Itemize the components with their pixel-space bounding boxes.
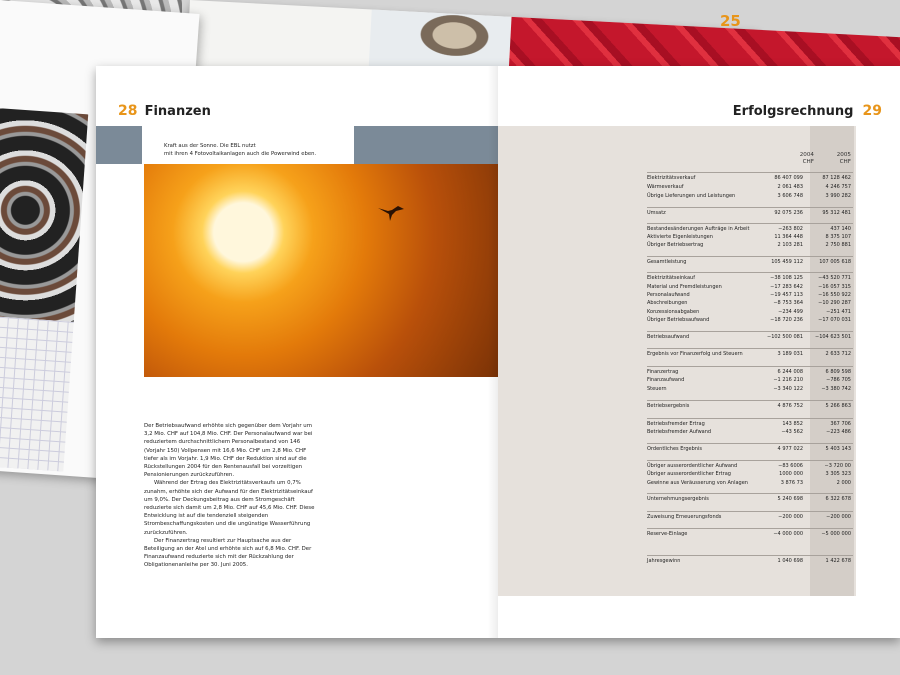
row-label: Personalaufwand bbox=[647, 292, 690, 298]
value-2004: −18 720 236 bbox=[770, 317, 803, 323]
value-2004: −234 499 bbox=[778, 309, 803, 315]
row-label: Bestandesänderungen Aufträge in Arbeit bbox=[647, 226, 750, 232]
value-2005: −200 000 bbox=[826, 514, 851, 520]
table-row bbox=[647, 350, 853, 358]
row-label: Gesamtleistung bbox=[647, 259, 687, 265]
value-2004: −43 562 bbox=[781, 429, 803, 435]
value-2005: −104 623 501 bbox=[815, 334, 851, 340]
table-row bbox=[647, 316, 853, 324]
value-2004: −3 340 122 bbox=[773, 386, 803, 392]
value-2005: 87 128 462 bbox=[822, 175, 851, 181]
left-page-header bbox=[118, 100, 211, 119]
value-2004: −17 283 642 bbox=[770, 284, 803, 290]
row-divider bbox=[647, 223, 853, 224]
table-row bbox=[647, 209, 853, 217]
table-row bbox=[647, 333, 853, 341]
value-2005: −3 720 00 bbox=[824, 463, 851, 469]
left-page-number: 28 bbox=[118, 103, 138, 119]
table-row bbox=[647, 299, 853, 307]
table-row bbox=[647, 530, 853, 538]
right-page-number: 29 bbox=[862, 103, 882, 119]
bird-silhouette-icon bbox=[378, 204, 404, 222]
row-label: Unternehmungsergebnis bbox=[647, 496, 709, 502]
value-2004: −102 500 081 bbox=[767, 334, 803, 340]
row-label: Betriebsaufwand bbox=[647, 334, 690, 340]
value-2005: −16 550 922 bbox=[818, 292, 851, 298]
left-page bbox=[96, 66, 498, 638]
row-divider bbox=[647, 400, 853, 401]
value-2004: 2 061 483 bbox=[777, 184, 803, 190]
table-row bbox=[647, 462, 853, 470]
value-2004: −8 753 364 bbox=[773, 300, 803, 306]
value-2005: 3 305 323 bbox=[825, 471, 851, 477]
photo-caption-line-2: mit ihren 4 Fotovoltaikanlagen auch die Powerwind eben. bbox=[164, 151, 317, 157]
value-2004: −83 6006 bbox=[778, 463, 803, 469]
row-divider bbox=[647, 528, 853, 529]
table-row bbox=[647, 283, 853, 291]
row-divider bbox=[647, 460, 853, 461]
year-header-2004: 2004 bbox=[799, 152, 814, 158]
row-label: Übriger ausserordentlicher Aufwand bbox=[647, 463, 738, 469]
value-2005: 5 266 863 bbox=[825, 403, 851, 409]
value-2005: 2 633 712 bbox=[825, 351, 851, 357]
table-row bbox=[647, 241, 853, 249]
row-label: Ordentliches Ergebnis bbox=[647, 446, 702, 452]
value-2004: 86 407 099 bbox=[774, 175, 803, 181]
table-row bbox=[647, 225, 853, 233]
table-row bbox=[647, 479, 853, 487]
table-row bbox=[647, 428, 853, 436]
row-label: Elektrizitätsverkauf bbox=[647, 175, 696, 181]
value-2005: −17 070 031 bbox=[818, 317, 851, 323]
row-label: Abschreibungen bbox=[647, 300, 688, 306]
value-2004: −38 108 125 bbox=[770, 275, 803, 281]
value-2005: −16 057 315 bbox=[818, 284, 851, 290]
value-2005: 3 990 282 bbox=[825, 193, 851, 199]
row-label: Übriger Betriebsertrag bbox=[647, 242, 704, 248]
value-2004: 2 103 281 bbox=[777, 242, 803, 248]
row-label: Aktivierte Eigenleistungen bbox=[647, 234, 713, 240]
brochure-spread bbox=[96, 66, 900, 638]
body-paragraph: Der Betriebsaufwand erhöhte sich gegenüber dem Vorjahr um 3,2 Mio. CHF auf 104,8 Mio. CHF. Der Personalaufwand war bei reduziertem durchschnittlichem Personalbestand von 146 (Vorjahr 150) Vollpensen mit 16,6 Mio. CHF um 2,8 Mio. CHF tiefer als im Vorjahr. 1,9 Mio. CHF der Reduktion sind auf die Rückstellungen 2004 für den Rentenausfall bei vorzeitigen Pensionierungen zurückzuführen. bbox=[144, 423, 313, 479]
table-row bbox=[647, 385, 853, 393]
table-row bbox=[647, 174, 853, 182]
value-2005: 95 312 481 bbox=[822, 210, 851, 216]
background-page-number: 25 bbox=[720, 12, 741, 30]
table-row bbox=[647, 183, 853, 191]
value-2005: −251 471 bbox=[826, 309, 851, 315]
table-row bbox=[647, 495, 853, 503]
row-divider bbox=[647, 443, 853, 444]
value-2005: −43 520 771 bbox=[818, 275, 851, 281]
value-2005: 5 403 143 bbox=[825, 446, 851, 452]
row-label: Übrige Lieferungen und Leistungen bbox=[647, 193, 736, 199]
table-row bbox=[647, 470, 853, 478]
row-divider bbox=[647, 418, 853, 419]
table-row bbox=[647, 402, 853, 410]
value-2005: 6 322 678 bbox=[825, 496, 851, 502]
value-2005: 107 005 618 bbox=[819, 259, 851, 265]
right-page-header bbox=[733, 100, 882, 119]
table-row bbox=[647, 258, 853, 266]
value-2004: −263 802 bbox=[778, 226, 803, 232]
value-2004: 92 075 236 bbox=[774, 210, 803, 216]
row-divider bbox=[647, 331, 853, 332]
row-label: Betriebsergebnis bbox=[647, 403, 690, 409]
left-page-title: Finanzen bbox=[144, 104, 211, 119]
table-row bbox=[647, 291, 853, 299]
row-divider bbox=[647, 366, 853, 367]
value-2004: 1000 000 bbox=[779, 471, 803, 477]
table-row bbox=[647, 192, 853, 200]
table-row bbox=[647, 445, 853, 453]
table-row bbox=[647, 274, 853, 282]
value-2004: −1 216 210 bbox=[773, 377, 803, 383]
unit-header-2005: CHF bbox=[839, 159, 851, 165]
value-2005: 4 246 757 bbox=[825, 184, 851, 190]
table-row bbox=[647, 368, 853, 376]
value-2005: −786 705 bbox=[826, 377, 851, 383]
value-2004: 4 876 752 bbox=[777, 403, 803, 409]
value-2004: 1 040 698 bbox=[777, 558, 803, 564]
row-label: Ergebnis vor Finanzerfolg und Steuern bbox=[647, 351, 743, 357]
row-label: Betriebsfremder Aufwand bbox=[647, 429, 712, 435]
row-label: Reserve-Einlage bbox=[647, 531, 688, 537]
value-2004: 5 240 698 bbox=[777, 496, 803, 502]
caption-box bbox=[142, 126, 354, 164]
chart-paper-photo bbox=[0, 315, 74, 471]
row-label: Finanzertrag bbox=[647, 369, 679, 375]
row-divider bbox=[647, 207, 853, 208]
row-divider bbox=[647, 348, 853, 349]
row-label: Betriebsfremder Ertrag bbox=[647, 421, 705, 427]
value-2005: 2 750 881 bbox=[825, 242, 851, 248]
row-label: Übriger Betriebsaufwand bbox=[647, 317, 710, 323]
value-2004: −19 457 113 bbox=[770, 292, 803, 298]
table-row bbox=[647, 513, 853, 521]
row-label: Jahresgewinn bbox=[647, 558, 681, 564]
pipes-photo bbox=[0, 108, 88, 322]
table-row bbox=[647, 376, 853, 384]
table-row bbox=[647, 308, 853, 316]
row-divider bbox=[647, 256, 853, 257]
row-label: Material und Fremdleistungen bbox=[647, 284, 722, 290]
row-divider bbox=[647, 272, 853, 273]
table-row bbox=[647, 233, 853, 241]
photo-caption-line-1: Kraft aus der Sonne. Die EBL nutzt bbox=[164, 143, 256, 149]
table-row bbox=[647, 557, 853, 565]
unit-header-2004: CHF bbox=[802, 159, 814, 165]
sunset-photo bbox=[144, 164, 498, 377]
row-divider bbox=[647, 493, 853, 494]
row-label: Übriger ausserordentlicher Ertrag bbox=[647, 471, 731, 477]
body-text bbox=[144, 422, 320, 570]
right-page-title: Erfolgsrechnung bbox=[732, 104, 854, 119]
value-2005: −3 380 742 bbox=[821, 386, 851, 392]
value-2005: 6 809 598 bbox=[825, 369, 851, 375]
value-2005: 1 422 678 bbox=[825, 558, 851, 564]
value-2004: 3 606 748 bbox=[777, 193, 803, 199]
value-2005: −223 486 bbox=[826, 429, 851, 435]
row-divider bbox=[647, 172, 853, 173]
row-label: Konzessionsabgaben bbox=[647, 309, 700, 315]
table-row bbox=[647, 420, 853, 428]
value-2005: −10 290 287 bbox=[818, 300, 851, 306]
row-divider bbox=[647, 511, 853, 512]
row-label: Zuweisung Erneuerungsfonds bbox=[647, 514, 722, 520]
value-2005: 2 000 bbox=[836, 480, 851, 486]
value-2004: −4 000 000 bbox=[773, 531, 803, 537]
value-2004: −200 000 bbox=[778, 514, 803, 520]
body-paragraph: Der Finanzertrag resultiert zur Hauptsache aus der Beteiligung an der Atel und erhöhte sich auf 6,8 Mio. CHF. Der Finanzaufwand reduzierte sich mit der Rückzahlung der Obligationenanleihe per 30. Juni 2005. bbox=[144, 537, 312, 569]
value-2004: 3 189 031 bbox=[777, 351, 803, 357]
value-2004: 11 364 448 bbox=[774, 234, 803, 240]
value-2005: 367 706 bbox=[830, 421, 851, 427]
right-page bbox=[498, 66, 900, 638]
value-2004: 6 244 008 bbox=[777, 369, 803, 375]
value-2004: 3 876 73 bbox=[780, 480, 803, 486]
value-2004: 143 852 bbox=[782, 421, 803, 427]
row-label: Gewinne aus Veräusserung von Anlagen bbox=[647, 480, 748, 486]
row-divider bbox=[647, 555, 853, 556]
value-2004: 4 977 022 bbox=[777, 446, 803, 452]
row-label: Steuern bbox=[647, 386, 667, 392]
value-2005: 437 140 bbox=[830, 226, 851, 232]
value-2005: −5 000 000 bbox=[821, 531, 851, 537]
value-2005: 8 375 107 bbox=[825, 234, 851, 240]
row-label: Finanzaufwand bbox=[647, 377, 685, 383]
value-2004: 105 459 112 bbox=[771, 259, 803, 265]
row-label: Elektrizitätseinkauf bbox=[647, 275, 695, 281]
row-label: Umsatz bbox=[647, 210, 666, 216]
year-header-2005: 2005 bbox=[836, 152, 851, 158]
row-label: Wärmeverkauf bbox=[647, 184, 684, 190]
body-paragraph: Während der Ertrag des Elektrizitätsverkaufs um 0,7% zunahm, erhöhte sich der Aufwand für den Elektrizitätseinkauf um 9,0%. Der Deckungsbeitrag aus dem Stromgeschäft reduzierte sich damit um 2,8 Mio. CHF auf 45,6 Mio. CHF. Diese Entwicklung ist auf die tendenziell steigenden Strombeschaffungskosten und die ungünstige Wasserführung zurückzuführen. bbox=[144, 480, 315, 536]
